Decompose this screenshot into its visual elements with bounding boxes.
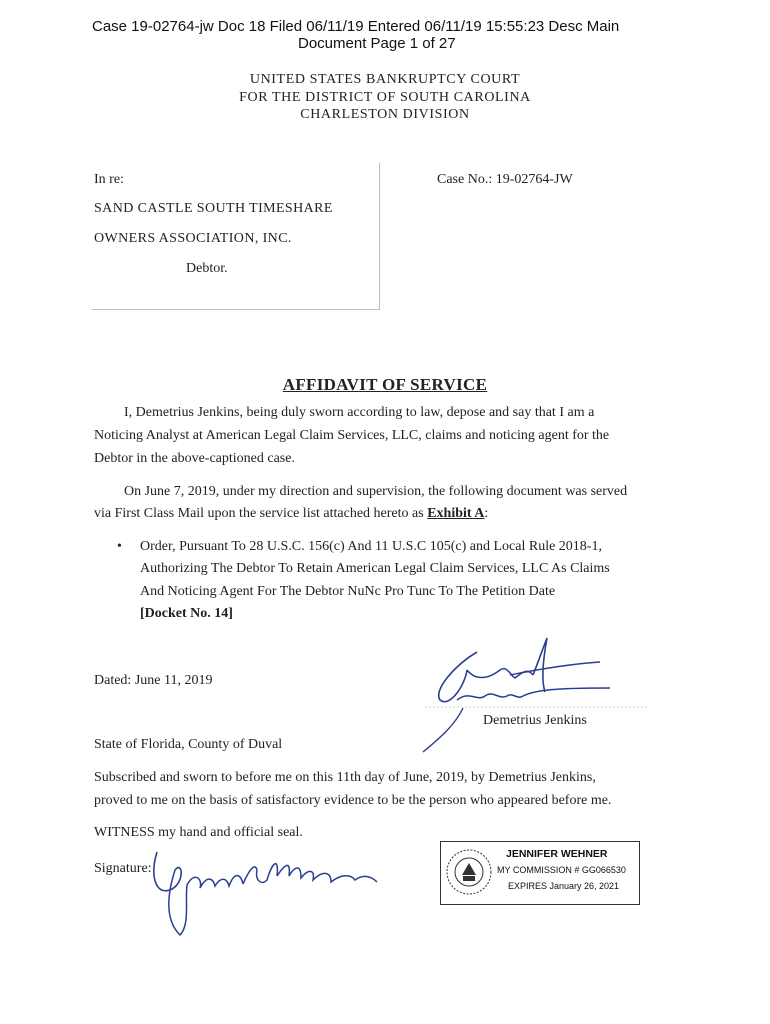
signer-signature xyxy=(415,630,655,755)
bullet-line-1: Order, Pursuant To 28 U.S.C. 156(c) And 11 U.S.C 105(c) and Local Rule 2018-1, xyxy=(140,539,602,554)
paragraph-1-line-3: Debtor in the above-captioned case. xyxy=(94,451,295,466)
case-number: Case No.: 19-02764-JW xyxy=(437,172,573,187)
paragraph-2-suffix: : xyxy=(484,506,489,521)
paragraph-1-line-1: I, Demetrius Jenkins, being duly sworn according to law, depose and say that I am a xyxy=(124,405,595,420)
docket-number: [Docket No. 14] xyxy=(140,606,233,621)
dated-line: Dated: June 11, 2019 xyxy=(94,673,213,688)
paragraph-2-line-1: On June 7, 2019, under my direction and supervision, the following document was served xyxy=(124,484,628,499)
signer-name: Demetrius Jenkins xyxy=(483,713,587,728)
bullet-line-2: Authorizing The Debtor To Retain American Legal Claim Services, LLC As Claims xyxy=(140,561,610,576)
subscribed-line-1: Subscribed and sworn to before me on this 11th day of June, 2019, by Demetrius Jenkins, xyxy=(94,770,596,785)
witness-line: WITNESS my hand and official seal. xyxy=(94,825,303,840)
exhibit-a-reference: Exhibit A xyxy=(427,506,485,521)
notary-signature xyxy=(145,840,395,940)
court-name-line-2: FOR THE DISTRICT OF SOUTH CAROLINA xyxy=(239,90,531,105)
paragraph-1-line-2: Noticing Analyst at American Legal Claim Services, LLC, claims and noticing agent for the xyxy=(94,428,610,443)
notary-stamp-commission: MY COMMISSION # GG066530 xyxy=(497,865,626,875)
court-name-line-1: UNITED STATES BANKRUPTCY COURT xyxy=(249,72,521,87)
paragraph-2-prefix: via First Class Mail upon the service list attached hereto as xyxy=(94,506,428,521)
notary-seal-icon xyxy=(444,845,494,899)
signature-label: Signature: xyxy=(94,861,152,876)
notary-stamp-name: JENNIFER WEHNER xyxy=(506,848,608,860)
bullet-line-3: And Noticing Agent For The Debtor NuNc Pro Tunc To The Petition Date xyxy=(140,584,556,599)
debtor-name-line-2: OWNERS ASSOCIATION, INC. xyxy=(94,231,292,246)
notary-stamp-expires: EXPIRES January 26, 2021 xyxy=(508,881,620,891)
in-re-label: In re: xyxy=(94,172,124,187)
bullet-marker: • xyxy=(117,539,122,554)
filing-header-line-2: Document Page 1 of 27 xyxy=(298,35,456,52)
document-title: AFFIDAVIT OF SERVICE xyxy=(282,375,488,394)
debtor-name-line-1: SAND CASTLE SOUTH TIMESHARE xyxy=(94,201,333,216)
paragraph-2-line-2 xyxy=(94,506,488,522)
debtor-label: Debtor. xyxy=(186,261,228,276)
filing-header-line-1: Case 19-02764-jw Doc 18 Filed 06/11/19 Entered 06/11/19 15:55:23 Desc Main xyxy=(92,18,620,35)
court-name-line-3: CHARLESTON DIVISION xyxy=(300,107,470,122)
subscribed-line-2: proved to me on the basis of satisfactory evidence to be the person who appeared before me. xyxy=(94,793,612,808)
state-county-line: State of Florida, County of Duval xyxy=(94,737,283,752)
